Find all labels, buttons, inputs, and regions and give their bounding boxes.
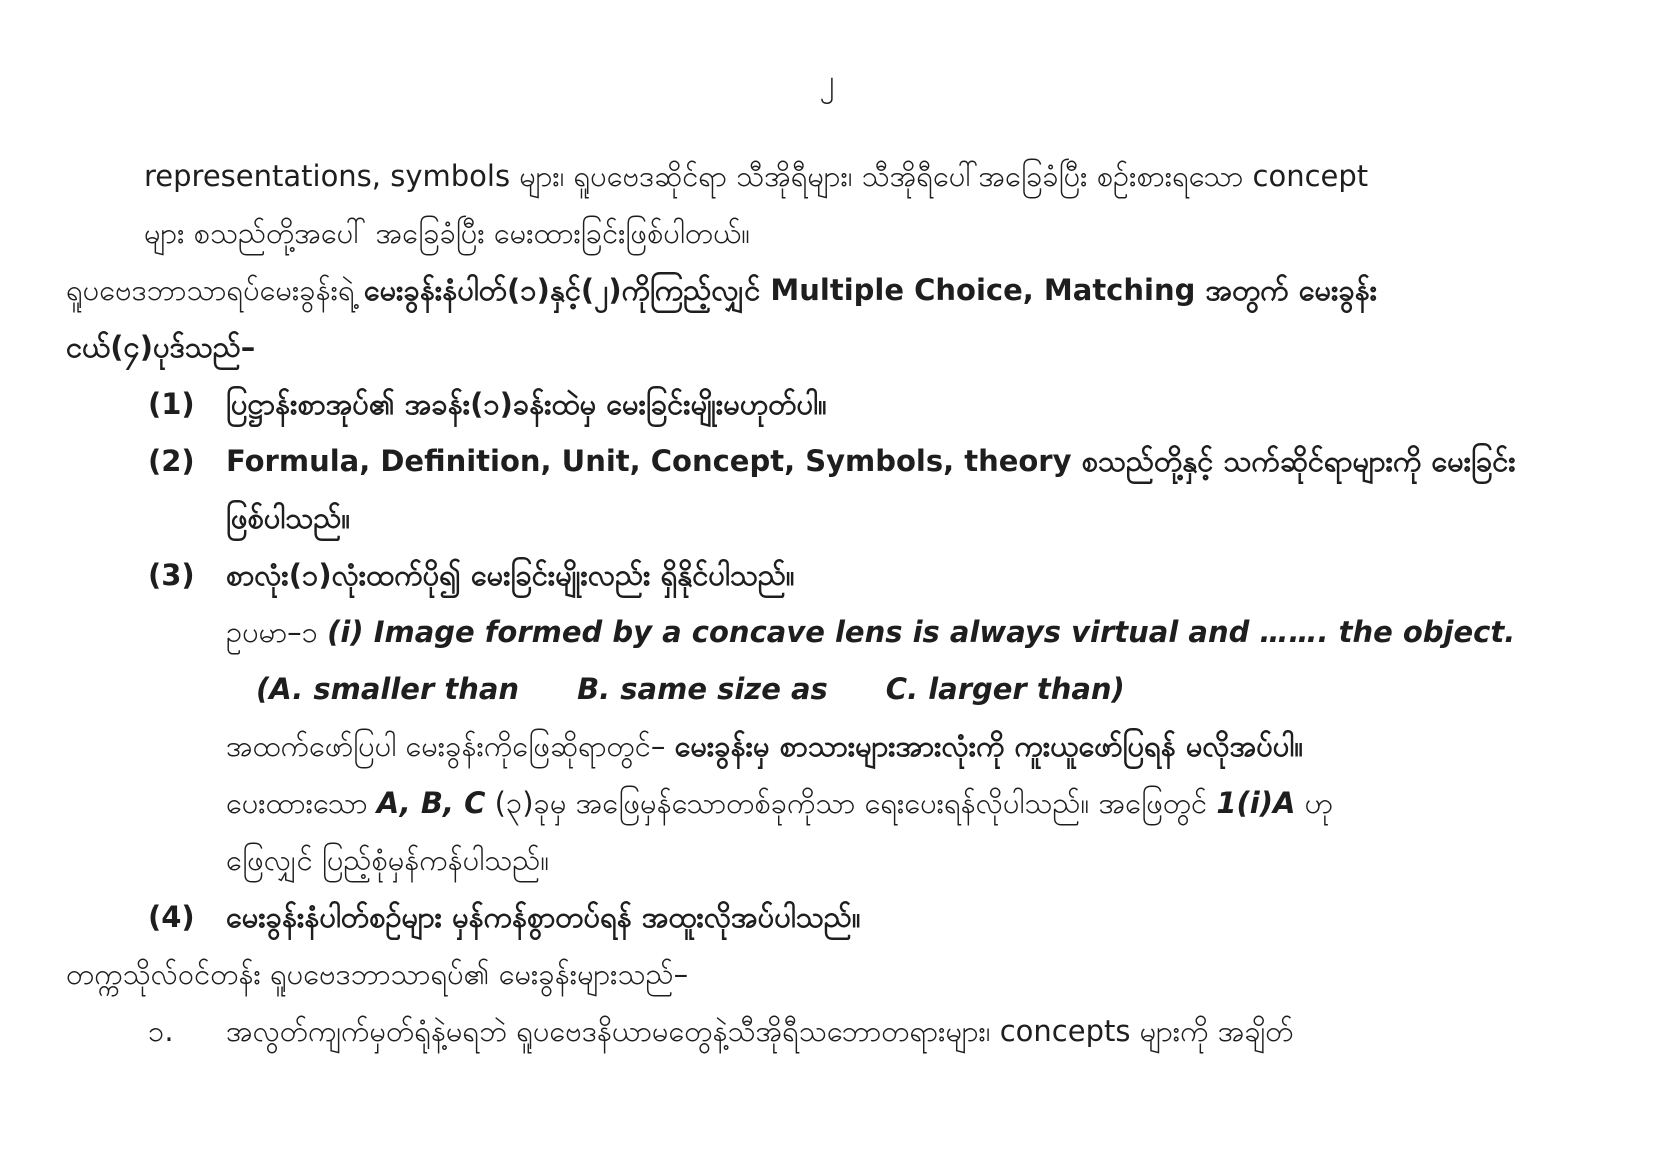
note-text-mid: (၃)ခုမှ အဖြေမှန်သောတစ်ခုကိုသာ ရေးပေးရန်လိုပါသည်။ အဖြေတွင်: [485, 786, 1217, 820]
list-item-1: [66, 376, 1606, 433]
note-plain-text: အထက်ဖော်ပြပါ မေးခွန်းကိုဖြေဆိုရာတွင်–: [226, 729, 675, 763]
numbered-item-number: ၁.: [148, 1014, 174, 1048]
list-item-number: (2): [148, 444, 195, 478]
example-label: ဥပမာ–၁: [226, 615, 328, 649]
option-b: B. same size as: [577, 672, 828, 706]
paragraph-3: တက္ကသိုလ်ဝင်တန်း ရူပဗေဒဘာသာရပ်၏ မေးခွန်းများသည်–: [66, 957, 689, 991]
document-body: [66, 148, 1606, 1060]
paragraph-2-line-1: [66, 262, 1606, 319]
list-item-text: စာလုံး(၁)လုံးထက်ပို၍ မေးခြင်းမျိုးလည်း ရှိနိုင်ပါသည်။: [226, 558, 795, 592]
list-item-number: (1): [148, 387, 195, 421]
note-text-post: ဟု: [1295, 786, 1334, 820]
list-item-text-continued: ဖြစ်ပါသည်။: [226, 501, 351, 535]
list-item-text: ပြဋ္ဌာန်းစာအုပ်၏ အခန်း(၁)ခန်းထဲမှ မေးခြင်းမျိုးမဟုတ်ပါ။: [226, 387, 827, 421]
paragraph-1-line-1: representations, symbols များ၊ ရူပဗေဒဆိုင်ရာ သီအိုရီများ၊ သီအိုရီပေါ်အခြေခံပြီး စဉ်းစားရသော concept: [144, 159, 1369, 193]
example-note-line-3: ဖြေလျှင် ပြည့်စုံမှန်ကန်ပါသည်။: [226, 843, 550, 877]
note-text-pre: ပေးထားသော: [226, 786, 377, 820]
option-c: C. larger than): [885, 672, 1125, 706]
example-question: (i) Image formed by a concave lens is always virtual and ……. the object.: [327, 615, 1516, 649]
paragraph-1-line-2: များ စသည်တို့အပေါ် အခြေခံပြီး မေးထားခြင်းဖြစ်ပါတယ်။: [144, 216, 751, 250]
list-item-text: Formula, Definition, Unit, Concept, Symbols, theory စသည်တို့နှင့် သက်ဆိုင်ရာများကို မေးခြင်း: [226, 444, 1516, 478]
example-options: [66, 661, 1606, 718]
example-note-line-1: [66, 718, 1606, 775]
example-note-line-2: [66, 775, 1606, 832]
paragraph-2-bold-text: မေးခွန်းနံပါတ်(၁)နှင့်(၂)ကိုကြည့်လျှင် Multiple Choice, Matching အတွက် မေးခွန်း: [363, 273, 1378, 307]
list-item-text: မေးခွန်းနံပါတ်စဉ်များ မှန်ကန်စွာတပ်ရန် အထူးလိုအပ်ပါသည်။: [226, 900, 861, 934]
numbered-item-text: အလွတ်ကျက်မှတ်ရုံနဲ့မရဘဲ ရူပဗေဒနိယာမတွေနဲ့သီအိုရီသဘောတရားများ၊ concepts များကို အချိတ်: [226, 1014, 1294, 1048]
option-a: (A. smaller than: [256, 672, 520, 706]
paragraph-2-plain-text: ရူပဗေဒဘာသာရပ်မေးခွန်းရဲ့: [66, 273, 364, 307]
note-answer-code: 1(i)A: [1216, 786, 1296, 820]
note-bold-text: မေးခွန်းမှ စာသားများအားလုံးကို ကူးယူဖော်ပြရန် မလိုအပ်ပါ။: [674, 729, 1304, 763]
page-number: ၂: [819, 64, 835, 99]
example-question-line: [66, 604, 1606, 661]
note-answer-letters: A, B, C: [376, 786, 486, 820]
list-item-2: [66, 433, 1606, 547]
numbered-item-1: [66, 1003, 1606, 1060]
list-item-number: (3): [148, 558, 195, 592]
list-item-3: [66, 547, 1606, 604]
paragraph-2-line-2: ငယ်(၄)ပုဒ်သည်–: [66, 330, 256, 364]
list-item-4: [66, 889, 1606, 946]
list-item-number: (4): [148, 900, 195, 934]
